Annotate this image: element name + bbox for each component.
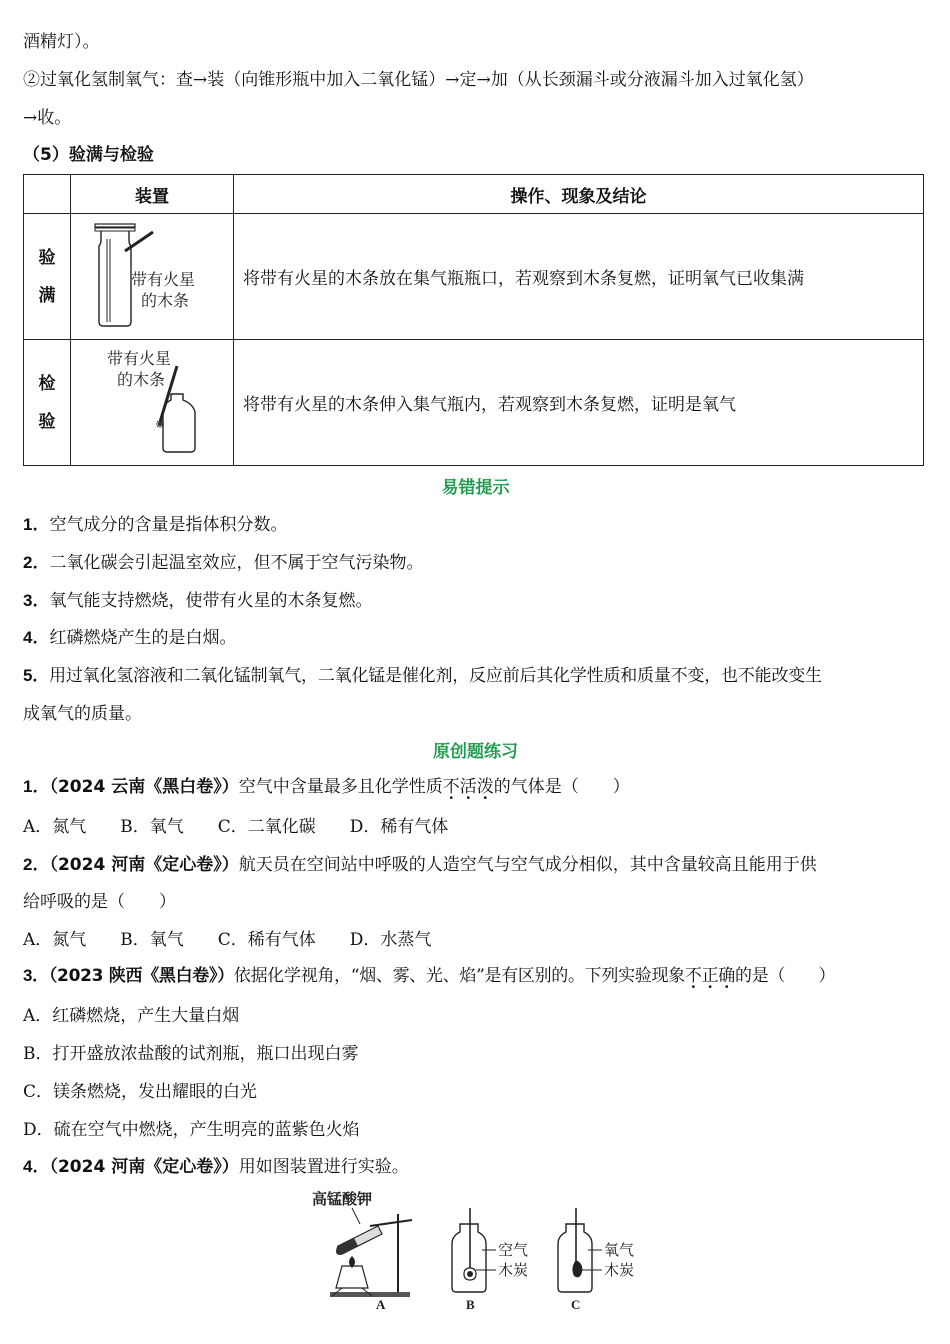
section-title: （5）验满与检验: [23, 145, 154, 165]
air-label: 空气: [498, 1241, 529, 1259]
apparatus-c: [558, 1208, 634, 1312]
question-4: 4．（2024 河南《定心卷》）用如图装置进行实验。: [23, 1157, 409, 1177]
question-2-options: [23, 928, 928, 952]
apparatus-b: [452, 1208, 528, 1312]
tip-item-1: 1．空气成分的含量是指体积分数。: [23, 515, 288, 535]
tip-item-5: 5．用过氧化氢溶液和二氧化锰制氧气，二氧化锰是催化剂，反应前后其化学性质和质量不变，也不能改变生: [23, 666, 822, 686]
row-label-full: 验 满: [24, 214, 71, 340]
table-row: [24, 340, 924, 466]
option-a[interactable]: A．氮气: [23, 817, 87, 837]
table-header-operation: 操作、现象及结论: [234, 175, 924, 214]
row-label-test: 检 验: [24, 340, 71, 466]
fig-label-spark-2: 带有火星: [107, 349, 172, 368]
intro-line-1: 酒精灯）。: [23, 32, 100, 52]
table-row: [24, 214, 924, 340]
question-3-option-b[interactable]: B．打开盛放浓盐酸的试剂瓶，瓶口出现白雾: [23, 1044, 359, 1064]
check-table: [23, 174, 924, 466]
option-d[interactable]: D．水蒸气: [349, 930, 432, 950]
table-header-device: 装置: [71, 175, 234, 214]
table-header-empty: [24, 175, 71, 214]
tips-title: 易错提示: [441, 478, 510, 498]
option-b[interactable]: B．氧气: [120, 930, 184, 950]
fig-label-spark: 带有火星: [131, 270, 196, 289]
device-cell-test: [71, 340, 234, 466]
practice-title: 原创题练习: [433, 742, 518, 762]
fig-label-stick-2: 的木条: [117, 370, 166, 389]
apparatus-a: [330, 1214, 412, 1312]
experiment-figure: [300, 1184, 650, 1314]
device-cell-full: [71, 214, 234, 340]
carbon-label-c: 木炭: [604, 1261, 635, 1279]
question-1: 1．（2024 云南《黑白卷》）空气中含量最多且化学性质不活泼的气体是（ ）: [23, 777, 630, 797]
question-3-option-c[interactable]: C．镁条燃烧，发出耀眼的白光: [23, 1082, 258, 1102]
bottle-mouth-test-figure: [71, 214, 233, 339]
tip-item-2: 2．二氧化碳会引起温室效应，但不属于空气污染物。: [23, 553, 424, 573]
row-text-full: 将带有火星的木条放在集气瓶瓶口，若观察到木条复燃，证明氧气已收集满: [234, 214, 924, 340]
bottle-inside-test-figure: [71, 340, 233, 465]
fig-label-stick: 的木条: [141, 291, 190, 310]
option-a[interactable]: A．氮气: [23, 930, 87, 950]
question-2: 2．（2024 河南《定心卷》）航天员在空间站中呼吸的人造空气与空气成分相似，其中含量较高且能用于供: [23, 855, 817, 875]
question-3: 3．（2023 陕西《黑白卷》）依据化学视角，“烟、雾、光、焰”是有区别的。下列实验现象不正确的是（ ）: [23, 966, 836, 986]
row-text-test: 将带有火星的木条伸入集气瓶内，若观察到木条复燃，证明是氧气: [234, 340, 924, 466]
option-b[interactable]: B．氧气: [120, 817, 184, 837]
reagent-label: 高锰酸钾: [312, 1190, 373, 1208]
option-d[interactable]: D．稀有气体: [349, 817, 449, 837]
intro-line-3: →收。: [23, 108, 72, 128]
question-3-option-d[interactable]: D．硫在空气中燃烧，产生明亮的蓝紫色火焰: [23, 1120, 360, 1140]
table-header-row: [24, 175, 924, 214]
tip-item-5-cont: 成氧气的质量。: [23, 704, 142, 724]
intro-line-2: ②过氧化氢制氧气：查→装（向锥形瓶中加入二氧化锰）→定→加（从长颈漏斗或分液漏斗加入过氧化氢）: [23, 70, 814, 90]
question-2-cont: 给呼吸的是（ ）: [23, 892, 176, 912]
carbon-label-b: 木炭: [498, 1261, 529, 1279]
label-c: C: [571, 1297, 581, 1312]
tip-item-3: 3．氧气能支持燃烧，使带有火星的木条复燃。: [23, 591, 373, 611]
label-b: B: [466, 1297, 475, 1312]
tip-item-4: 4．红磷燃烧产生的是白烟。: [23, 628, 237, 648]
label-a: A: [376, 1297, 386, 1312]
option-c[interactable]: C．二氧化碳: [217, 817, 316, 837]
oxygen-label: 氧气: [604, 1241, 635, 1259]
question-1-options: [23, 815, 928, 839]
question-3-option-a[interactable]: A．红磷燃烧，产生大量白烟: [23, 1006, 240, 1026]
option-c[interactable]: C．稀有气体: [217, 930, 316, 950]
